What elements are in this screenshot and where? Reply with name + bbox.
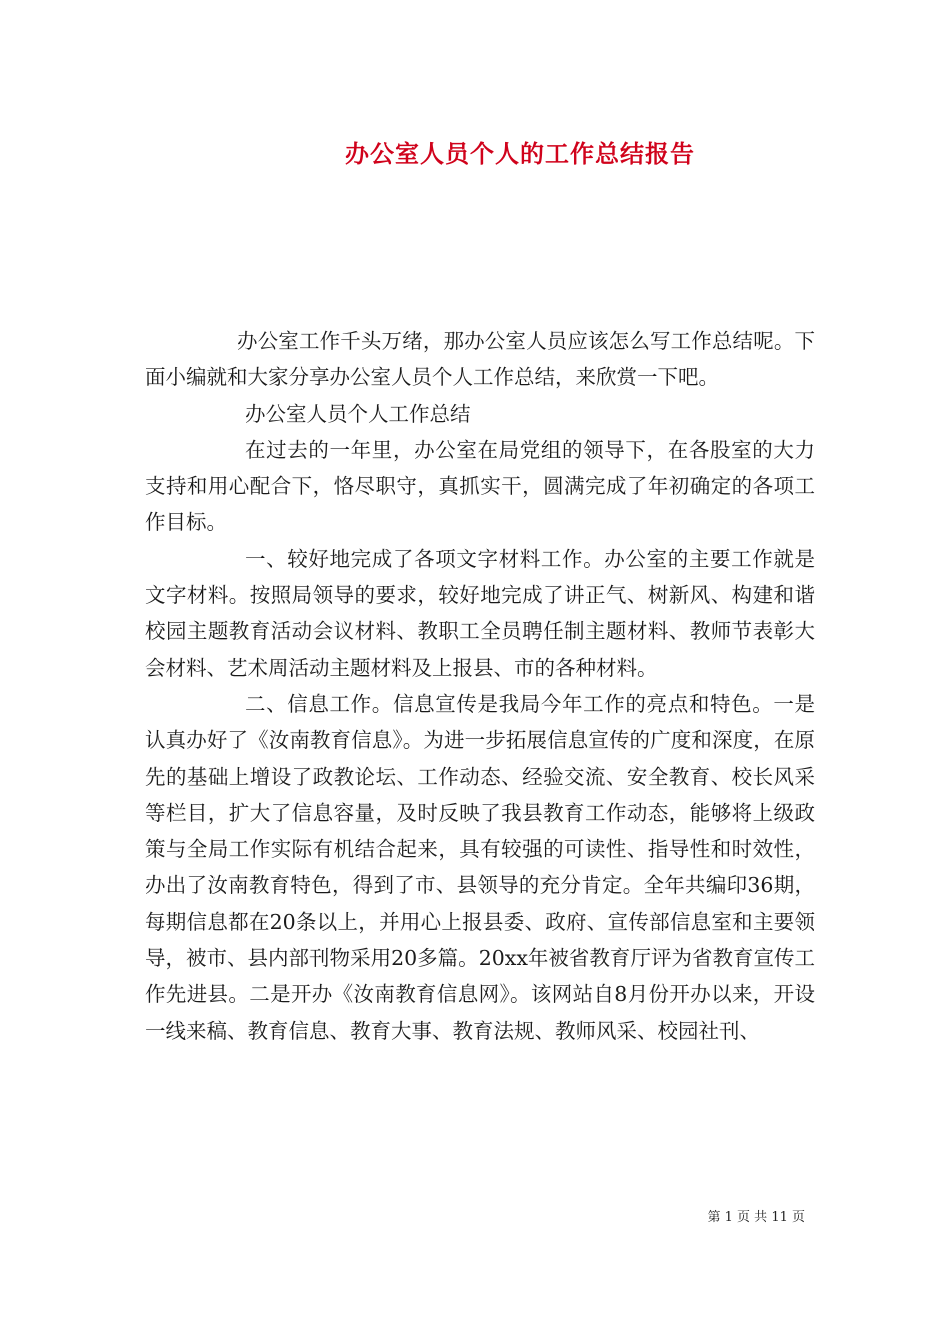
- section-two-paragraph: 二、信息工作。信息宣传是我局今年工作的亮点和特色。一是认真办好了《汝南教育信息》。为进一步拓展信息宣传的广度和深度，在原先的基础上增设了政教论坛、工作动态、经验交流、安全教育、校长风采等栏目，扩大了信息容量，及时反映了我县教育工作动态，能够将上级政策与全局工作实际有机结合起来，具有较强的可读性、指导性和时效性，办出了汝南教育特色，得到了市、县领导的充分肯定。全年共编印36期，每期信息都在20条以上，并用心上报县委、政府、宣传部信息室和主要领导，被市、县内部刊物采用20多篇。20xx年被省教育厅评为省教育宣传工作先进县。二是开办《汝南教育信息网》。该网站自8月份开办以来，开设一线来稿、教育信息、教育大事、教育法规、教师风采、校园社刊、: [145, 691, 815, 1043]
- section-one-paragraph: 一、较好地完成了各项文字材料工作。办公室的主要工作就是文字材料。按照局领导的要求，较好地完成了讲正气、树新风、构建和谐校园主题教育活动会议材料、教职工全员聘任制主题材料、教师节表彰大会材料、艺术周活动主题材料及上报县、市的各种材料。: [145, 546, 815, 680]
- page-number: 第 1 页 共 11 页: [707, 1210, 805, 1225]
- overview-paragraph: 在过去的一年里，办公室在局党组的领导下，在各股室的大力支持和用心配合下，恪尽职守，真抓实干，圆满完成了年初确定的各项工作目标。: [145, 437, 815, 535]
- section-heading: 办公室人员个人工作总结: [245, 401, 471, 426]
- intro-paragraph: 办公室工作千头万绪，那办公室人员应该怎么写工作总结呢。下面小编就和大家分享办公室人员个人工作总结，来欣赏一下吧。: [145, 329, 815, 390]
- document-title: 办公室人员个人的工作总结报告: [345, 139, 695, 168]
- document-body: [145, 323, 815, 1049]
